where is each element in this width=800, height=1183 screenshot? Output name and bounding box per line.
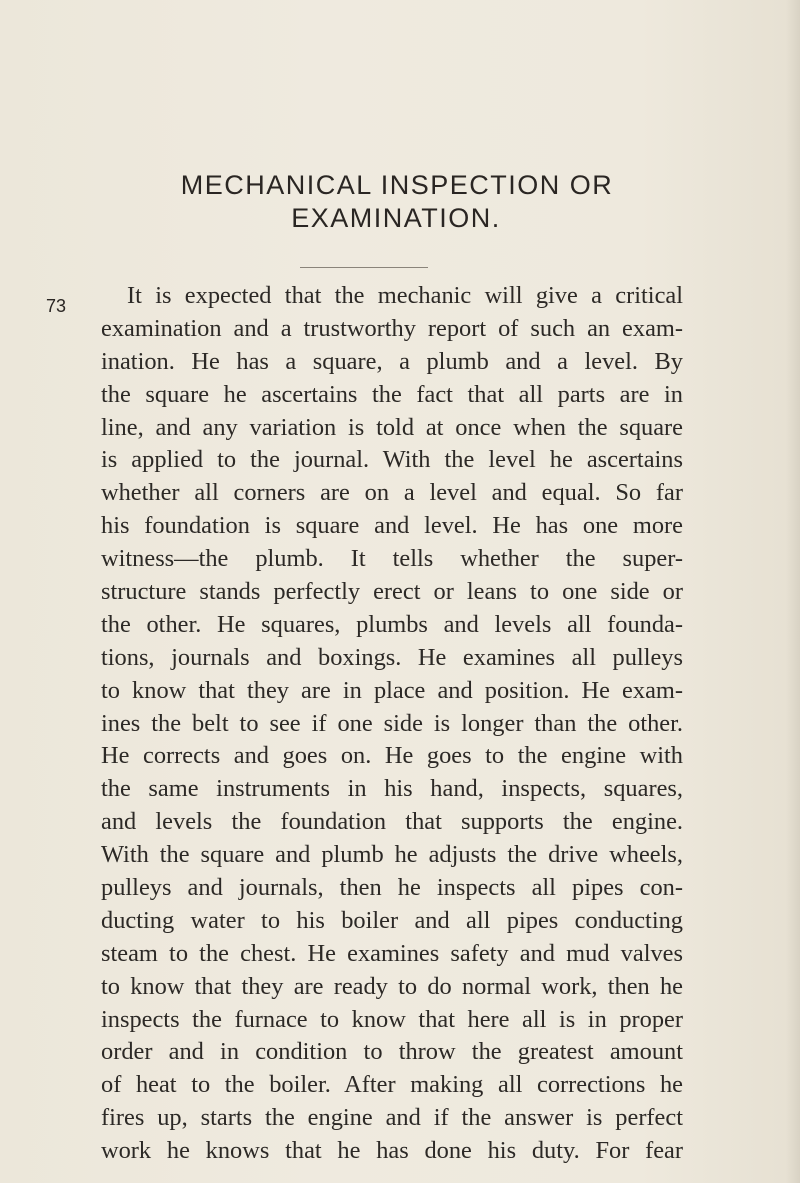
text-line: the square he ascertains the fact that all parts are in [101, 380, 683, 408]
text-line: With the square and plumb he adjusts the drive wheels, [101, 841, 683, 869]
text-line: line, and any variation is told at once when the square [101, 413, 683, 441]
text-line: order and in condition to throw the greatest amount [101, 1038, 683, 1066]
chapter-title-line-2: EXAMINATION. [291, 203, 501, 233]
text-line: the other. He squares, plumbs and levels all founda- [101, 610, 683, 638]
chapter-title-line-1: MECHANICAL INSPECTION OR [180, 170, 614, 200]
section-divider [300, 267, 428, 268]
text-line: steam to the chest. He examines safety and mud valves [101, 939, 683, 967]
text-line: is applied to the journal. With the level he ascertains [101, 446, 683, 474]
text-line: his foundation is square and level. He has one more [101, 512, 683, 540]
text-line: He corrects and goes on. He goes to the engine with [101, 742, 683, 770]
text-line: inspects the furnace to know that here all is in proper [101, 1005, 683, 1033]
text-line: examination and a trustworthy report of such an exam- [101, 314, 683, 342]
text-line: work he knows that he has done his duty. For fear [101, 1137, 683, 1165]
text-line: tions, journals and boxings. He examines all pulleys [101, 643, 683, 671]
text-line: to know that they are ready to do normal work, then he [101, 972, 683, 1000]
margin-page-number: 73 [46, 296, 67, 316]
text-line: and levels the foundation that supports the engine. [101, 808, 683, 836]
text-line: ducting water to his boiler and all pipes conducting [101, 906, 683, 934]
text-line: witness—the plumb. It tells whether the super- [101, 545, 683, 573]
text-line: It is expected that the mechanic will give a critical [127, 282, 683, 309]
text-line: to know that they are in place and position. He exam- [101, 676, 683, 704]
body-paragraph [101, 280, 683, 1168]
text-line: the same instruments in his hand, inspects, squares, [101, 775, 683, 803]
text-line: of heat to the boiler. After making all corrections he [101, 1071, 683, 1099]
text-line: ines the belt to see if one side is longer than the other. [101, 709, 683, 737]
text-line: pulleys and journals, then he inspects all pipes con- [101, 874, 683, 902]
text-line: structure stands perfectly erect or leans to one side or [101, 578, 683, 606]
text-line: ination. He has a square, a plumb and a level. By [101, 347, 683, 375]
text-line: fires up, starts the engine and if the answer is perfect [101, 1104, 683, 1132]
text-line: whether all corners are on a level and equal. So far [101, 479, 683, 507]
